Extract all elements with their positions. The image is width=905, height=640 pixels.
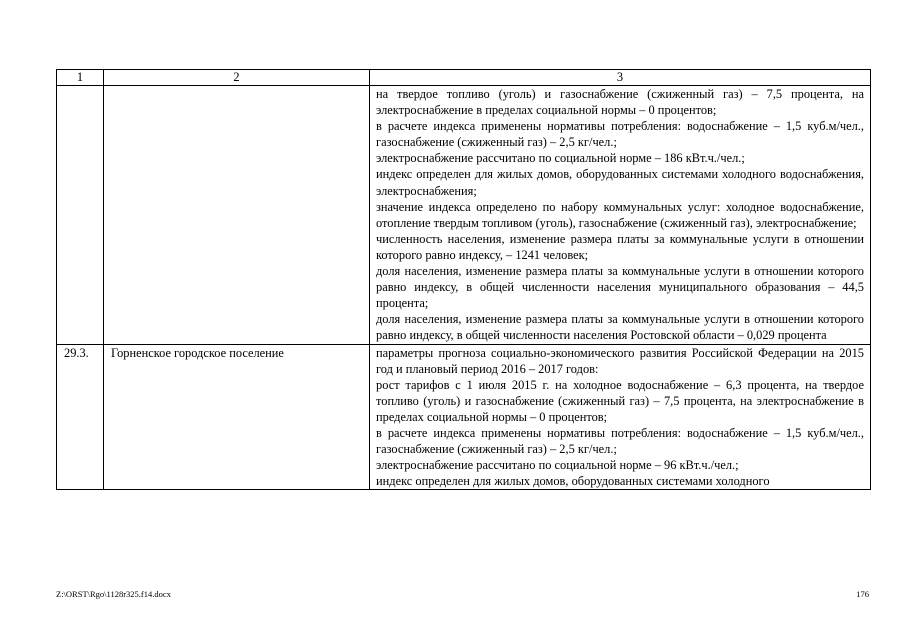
row-description (370, 86, 871, 345)
document-table (56, 69, 871, 490)
paragraph: в расчете индекса применены нормативы потребления: водоснабжение – 1,5 куб.м/чел., газоснабжение (сжиженный газ) – 2,5 кг/чел.; (376, 425, 864, 457)
paragraph: значение индекса определено по набору коммунальных услуг: холодное водоснабжение, отопление твердым топливом (уголь), газоснабжение (сжиженный газ), электроснабжение; (376, 199, 864, 230)
page-number: 176 (856, 589, 869, 599)
paragraph: электроснабжение рассчитано по социальной норме – 186 кВт.ч./чел.; (376, 151, 745, 166)
header-col-2: 2 (104, 70, 370, 86)
row-description (370, 344, 871, 490)
paragraph: в расчете индекса применены нормативы потребления: водоснабжение – 1,5 куб.м/чел., газоснабжение (сжиженный газ) – 2,5 кг/чел.; (376, 119, 864, 150)
paragraph: рост тарифов с 1 июля 2015 г. на холодное водоснабжение – 6,3 процента, на твердое топливо (уголь) и газоснабжение (сжиженный газ) – 7,5 процента, на электроснабжение в пределах социальной нормы – 0 процентов; (376, 377, 864, 424)
paragraph: индекс определен для жилых домов, оборудованных системами холодного (376, 474, 770, 489)
row-name (104, 86, 370, 345)
paragraph: индекс определен для жилых домов, оборудованных системами холодного водоснабжения, электроснабжения; (376, 167, 864, 198)
header-col-3: 3 (370, 70, 871, 86)
row-name: Горненское городское поселение (104, 344, 370, 490)
paragraph: на твердое топливо (уголь) и газоснабжение (сжиженный газ) – 7,5 процента, на электроснабжение в пределах социальной нормы – 0 процентов; (376, 87, 864, 118)
footer-file-path: Z:\ORST\Rgo\1128r325.f14.docx (56, 589, 171, 599)
header-row (57, 70, 871, 86)
paragraph: доля населения, изменение размера платы за коммунальные услуги в отношении которого равно индексу, в общей численности населения муниципального образования – 44,5 процента; (376, 264, 864, 311)
paragraph: доля населения, изменение размера платы за коммунальные услуги в отношении которого равно индексу, в общей численности населения Ростовской области – 0,029 процента (376, 312, 864, 343)
row-number (57, 86, 104, 345)
header-col-1: 1 (57, 70, 104, 86)
table-row (57, 86, 871, 345)
paragraph: электроснабжение рассчитано по социальной норме – 96 кВт.ч./чел.; (376, 458, 739, 473)
paragraph: параметры прогноза социально-экономического развития Российской Федерации на 2015 год и плановый период 2016 – 2017 годов: (376, 345, 864, 376)
row-number: 29.3. (57, 344, 104, 490)
paragraph: численность населения, изменение размера платы за коммунальные услуги в отношении которого равно индексу, – 1241 человек; (376, 231, 864, 262)
table-row (57, 344, 871, 490)
